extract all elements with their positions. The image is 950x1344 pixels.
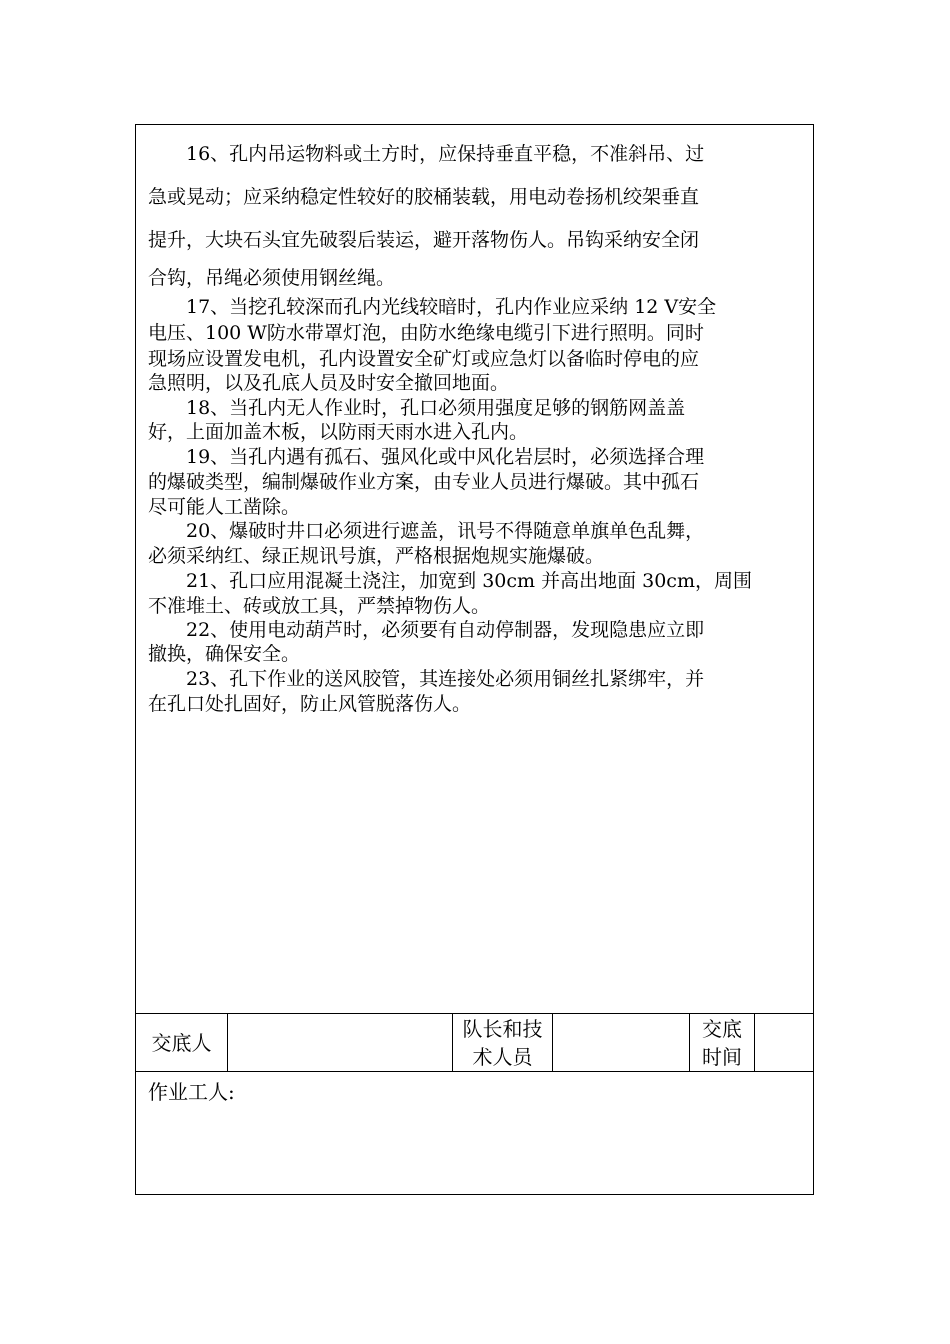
text-line: 急或晃动；应采纳稳定性较好的胶桶装载，用电动卷扬机绞架垂直 [148,186,700,208]
handover-person-field[interactable] [228,1014,453,1072]
text-line: 尽可能人工凿除。 [148,496,301,518]
text-line: 电压、100 W防水带罩灯泡，由防水绝缘电缆引下进行照明。同时 [148,322,704,344]
handover-person-label: 交底人 [136,1014,228,1072]
handover-time-label [690,1014,755,1072]
text-line: 不准堆土、砖或放工具，严禁掉物伤人。 [148,595,491,617]
text-line: 撤换，确保安全。 [148,643,301,665]
text-line: 好，上面加盖木板，以防雨天雨水进入孔内。 [148,421,529,443]
text-line: 22、使用电动葫芦时，必须要有自动停制器，发现隐患应立即 [148,619,705,641]
workers-label: 作业工人: [148,1080,235,1104]
workers-row[interactable] [136,1071,813,1195]
handover-time-label-line2: 时间 [702,1045,742,1069]
text-line: 21、孔口应用混凝土浇注，加宽到 30cm 并高出地面 30cm，周围 [148,570,752,592]
text-line: 18、当孔内无人作业时，孔口必须用强度足够的钢筋网盖盖 [148,397,686,419]
text-line: 17、当挖孔较深而孔内光线较暗时，孔内作业应采纳 12 V安全 [148,296,717,318]
handover-time-label-line1: 交底 [702,1017,742,1041]
safety-rules-text [136,125,813,1013]
text-line: 19、当孔内遇有孤石、强风化或中风化岩层时，必须选择合理 [148,446,705,468]
text-line: 23、孔下作业的送风胶管，其连接处必须用铜丝扎紧绑牢，并 [148,668,705,690]
leader-tech-label-line2: 术人员 [472,1045,533,1069]
text-line: 必须采纳红、绿正规讯号旗，严格根据炮规实施爆破。 [148,545,605,567]
text-line: 在孔口处扎固好，防止风管脱落伤人。 [148,693,472,715]
leader-tech-label [453,1014,553,1072]
text-line: 提升，大块石头宜先破裂后装运，避开落物伤人。吊钩采纳安全闭 [148,229,700,251]
text-line: 20、爆破时井口必须进行遮盖，讯号不得随意单旗单色乱舞， [148,520,705,542]
leader-tech-label-line1: 队长和技 [462,1017,543,1041]
text-line: 的爆破类型，编制爆破作业方案，由专业人员进行爆破。其中孤石 [148,471,700,493]
text-line: 现场应设置发电机，孔内设置安全矿灯或应急灯以备临时停电的应 [148,348,700,370]
text-line: 合钩，吊绳必须使用钢丝绳。 [148,267,396,289]
leader-tech-field[interactable] [553,1014,690,1072]
handover-form [135,124,814,1195]
text-line: 16、孔内吊运物料或土方时，应保持垂直平稳，不准斜吊、过 [148,143,705,165]
text-line: 急照明，以及孔底人员及时安全撤回地面。 [148,372,510,394]
handover-time-field[interactable] [755,1014,813,1072]
signature-row [136,1013,813,1072]
